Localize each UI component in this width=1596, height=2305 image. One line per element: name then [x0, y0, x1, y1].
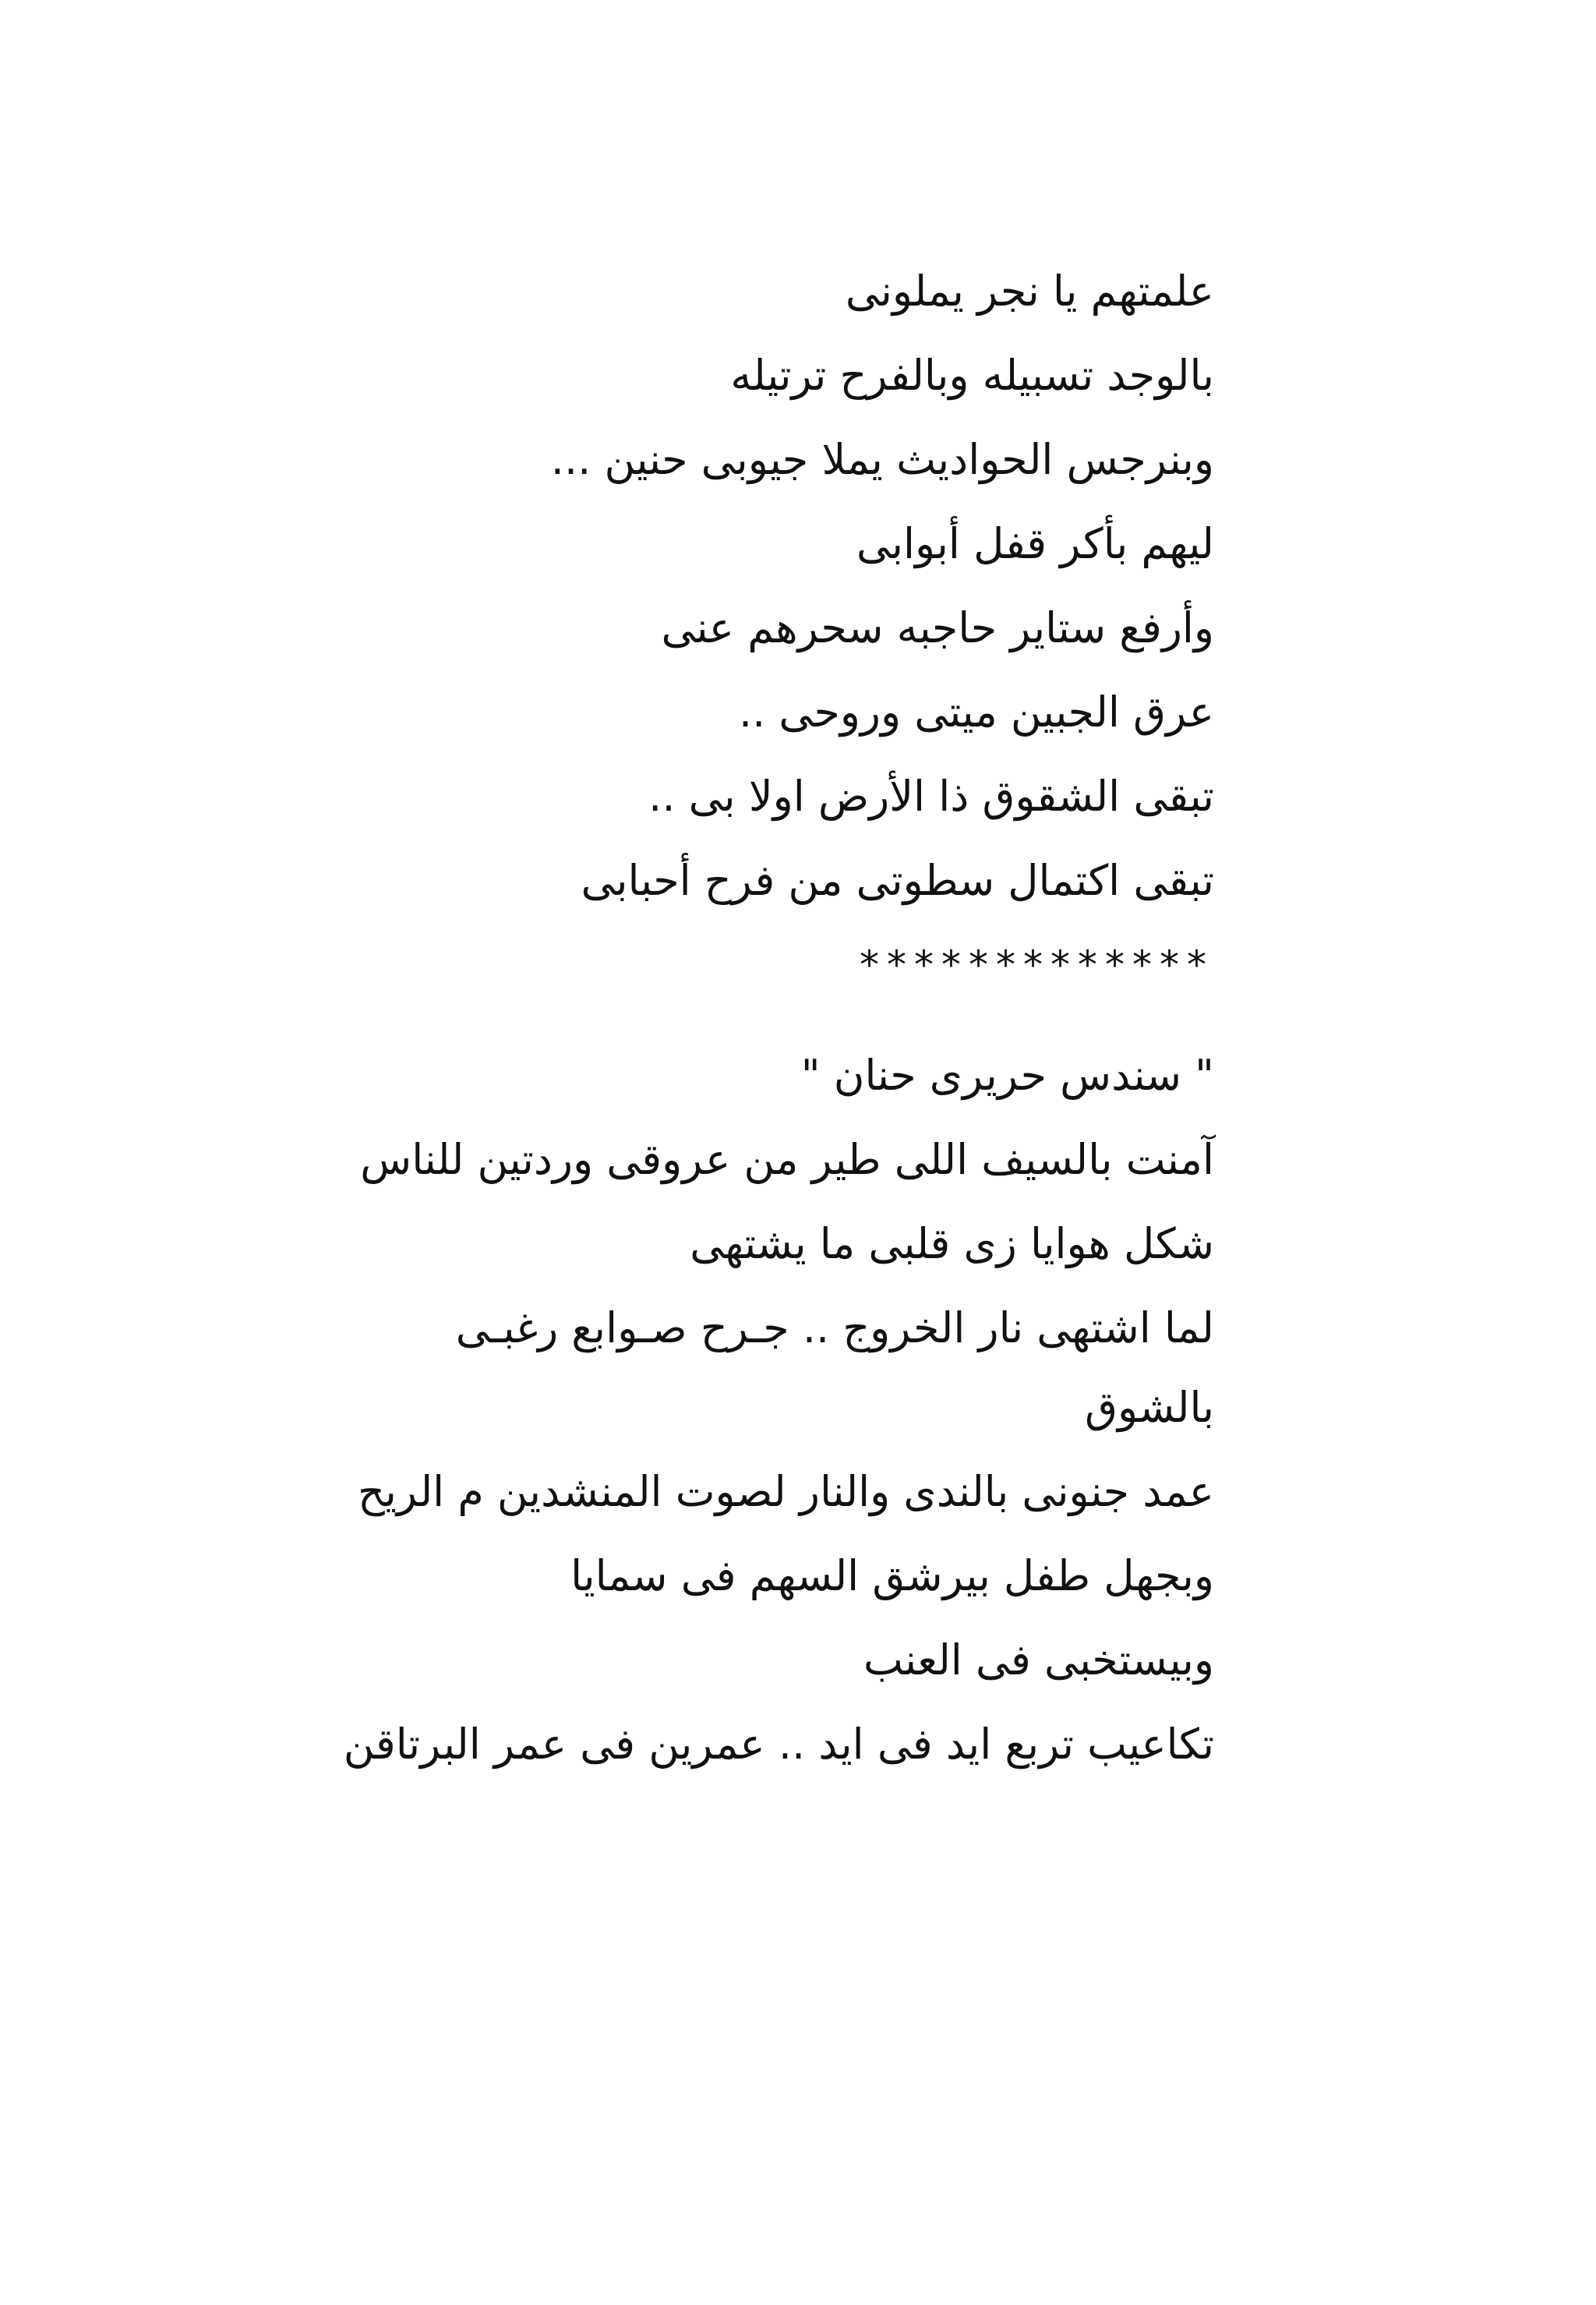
poem-line: علمتهم يا نجر يملونى	[845, 267, 1214, 316]
poem-line: تبقى الشقوق ذا الأرض اولا بى ..	[648, 772, 1214, 821]
poem-line: وبجهل طفل بيرشق السهم فى سمايا	[570, 1551, 1214, 1600]
poem-line: وبيستخبى فى العنب	[863, 1635, 1214, 1685]
poem-line: آمنت بالسيف اللى طير من عروقى وردتين للناس	[360, 1135, 1214, 1184]
poem-line: لما اشتهى نار الخروج .. جـرح صـوابع رغبـى	[455, 1303, 1214, 1352]
poem-line: تكاعيب تربع ايد فى ايد .. عمرين فى عمر البرتاقن	[343, 1720, 1214, 1769]
poem-line: شكل هوايا زى قلبى ما يشتهى	[690, 1219, 1214, 1268]
poem-line: عمد جنونى بالندى والنار لصوت المنشدين م الريح	[358, 1467, 1214, 1516]
section-divider: *************	[860, 942, 1214, 988]
poem-line: بالوجد تسبيله وبالفرح ترتيله	[730, 351, 1214, 400]
poem-line: وبنرجس الحواديث يملا جيوبى حنين ...	[550, 435, 1214, 484]
section-title: " سندس حريرى حنان "	[800, 1051, 1214, 1100]
poem-line: وأرفع ستاير حاجبه سحرهم عنى	[661, 603, 1214, 652]
poem-line: تبقى اكتمال سطوتى من فرح أحبابى	[581, 856, 1214, 905]
poem-text	[45, 249, 1214, 1787]
poem-line: بالشوق	[1085, 1383, 1214, 1432]
poem-line: عرق الجبين ميتى وروحى ..	[738, 688, 1214, 737]
poem-line: ليهم بأكر قفل أبوابى	[856, 519, 1214, 568]
